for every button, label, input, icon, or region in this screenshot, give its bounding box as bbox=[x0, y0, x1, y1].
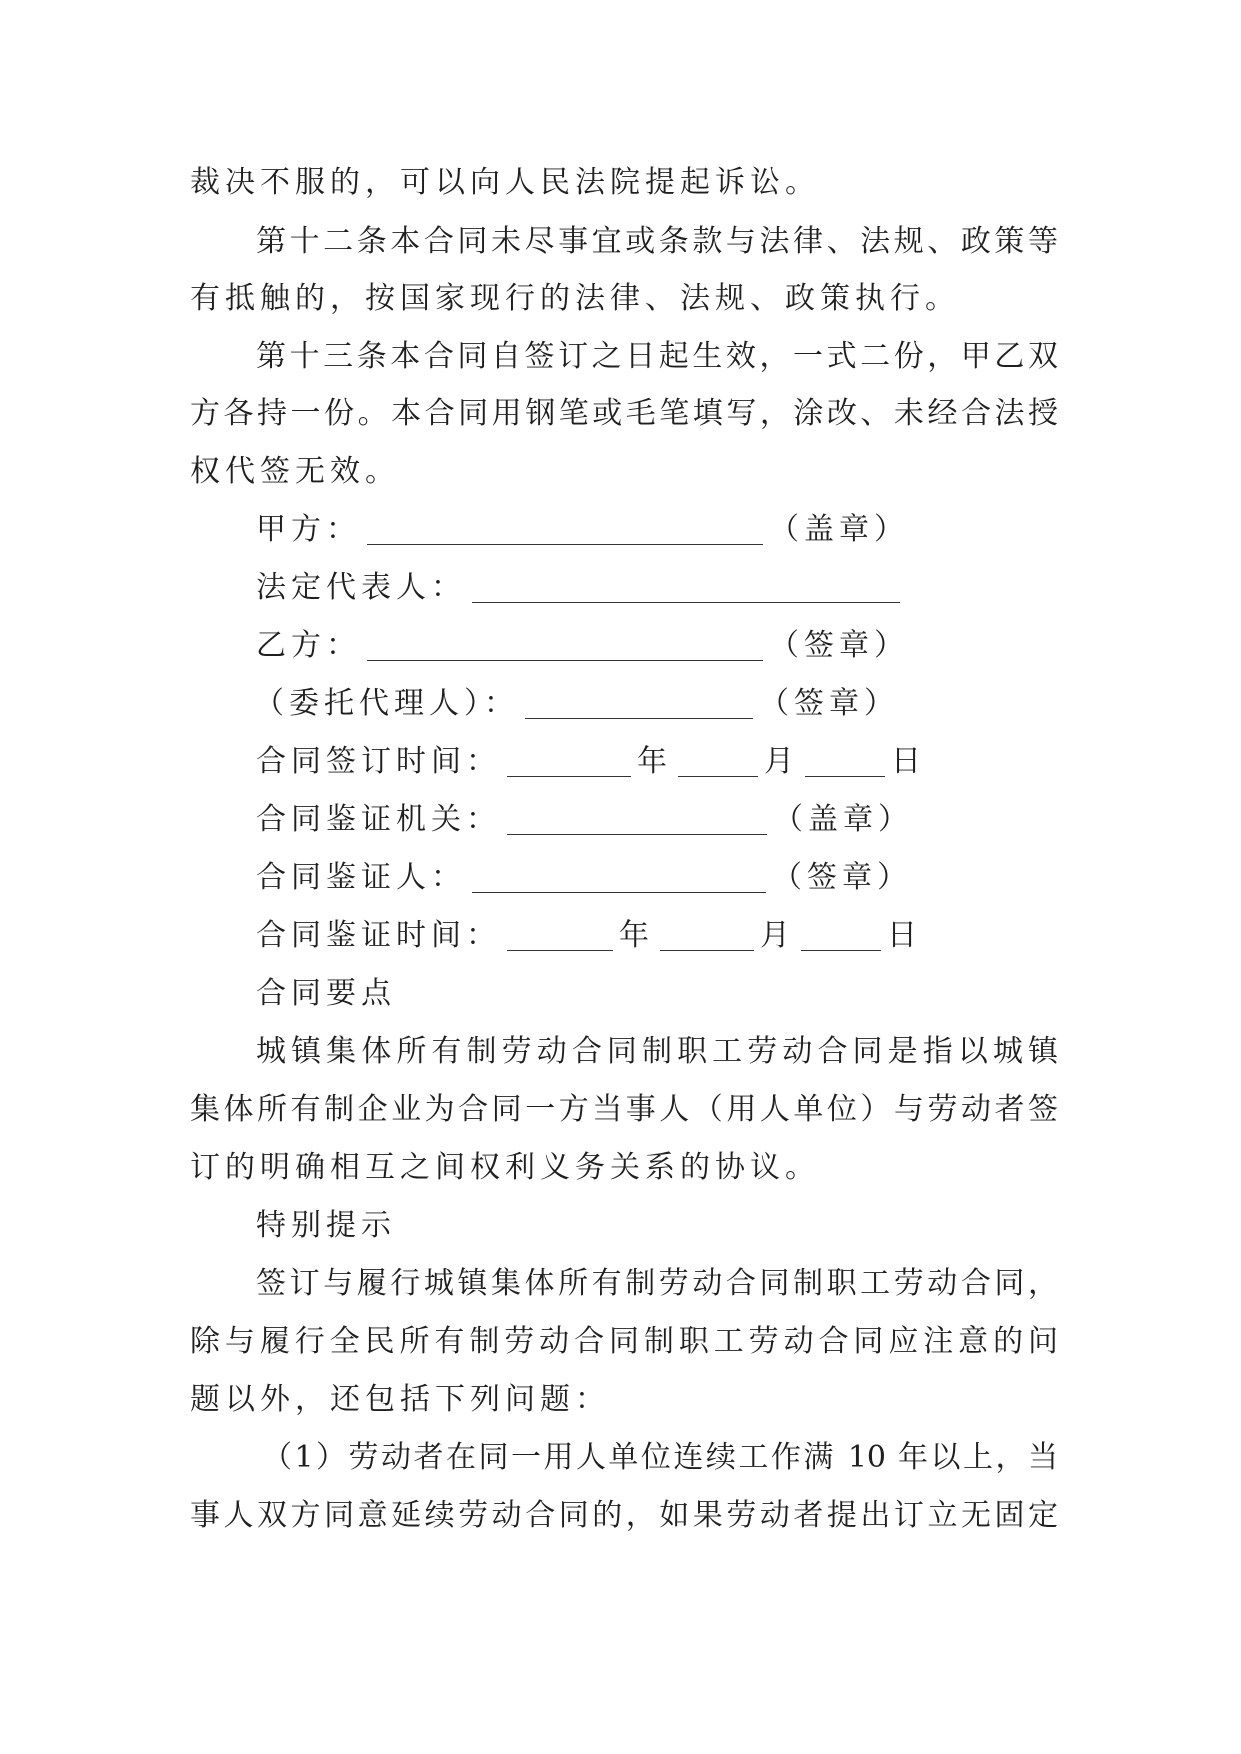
auth-org-label: 合同鉴证机关： bbox=[256, 802, 501, 837]
legal-rep-row bbox=[256, 568, 906, 608]
party-a-blank bbox=[367, 514, 763, 545]
year-blank bbox=[507, 746, 631, 777]
sign-label: （签章） bbox=[759, 686, 899, 721]
day-label: 日 bbox=[887, 918, 922, 953]
sign-label: （签章） bbox=[769, 628, 909, 663]
paragraph-line: 订的明确相互之间权利义务关系的协议。 bbox=[190, 1150, 820, 1185]
paragraph-line: 方各持一份。本合同用钢笔或毛笔填写，涂改、未经合法授 bbox=[190, 396, 1058, 431]
day-blank bbox=[801, 920, 881, 951]
paragraph-line: 城镇集体所有制劳动合同制职工劳动合同是指以城镇 bbox=[256, 1034, 1058, 1069]
month-label: 月 bbox=[760, 918, 795, 953]
paragraph-line: 题以外，还包括下列问题： bbox=[190, 1382, 610, 1417]
section-heading: 合同要点 bbox=[256, 976, 396, 1011]
auth-org-blank bbox=[507, 804, 767, 835]
auth-person-blank bbox=[472, 862, 766, 893]
legal-rep-label: 法定代表人： bbox=[256, 570, 466, 605]
sign-date-row bbox=[256, 742, 926, 782]
party-a-row bbox=[256, 510, 909, 550]
paragraph-line: （1）劳动者在同一用人单位连续工作满 10 年以上，当 bbox=[262, 1440, 1058, 1475]
paragraph-line: 第十二条本合同未尽事宜或条款与法律、法规、政策等 bbox=[256, 224, 1058, 259]
auth-date-row bbox=[256, 916, 922, 956]
day-blank bbox=[805, 746, 885, 777]
paragraph-line: 权代签无效。 bbox=[190, 454, 400, 489]
day-label: 日 bbox=[891, 744, 926, 779]
seal-label: （盖章） bbox=[773, 802, 913, 837]
month-label: 月 bbox=[764, 744, 799, 779]
paragraph-line: 裁决不服的，可以向人民法院提起诉讼。 bbox=[190, 165, 820, 200]
party-b-row bbox=[256, 626, 909, 666]
section-heading: 特别提示 bbox=[256, 1208, 396, 1243]
paragraph-line: 第十三条本合同自签订之日起生效，一式二份，甲乙双 bbox=[256, 339, 1058, 374]
legal-rep-blank bbox=[472, 572, 900, 603]
party-b-blank bbox=[367, 630, 763, 661]
year-label: 年 bbox=[637, 744, 672, 779]
party-b-label: 乙方： bbox=[256, 628, 361, 663]
sign-date-label: 合同签订时间： bbox=[256, 744, 501, 779]
auth-org-row bbox=[256, 800, 913, 840]
agent-blank bbox=[525, 688, 753, 719]
paragraph-line: 除与履行全民所有制劳动合同制职工劳动合同应注意的问 bbox=[190, 1324, 1058, 1359]
agent-row bbox=[254, 684, 899, 724]
party-a-label: 甲方： bbox=[256, 512, 361, 547]
paragraph-line: 签订与履行城镇集体所有制劳动合同制职工劳动合同， bbox=[256, 1266, 1058, 1301]
month-blank bbox=[678, 746, 758, 777]
paragraph-line: 事人双方同意延续劳动合同的，如果劳动者提出订立无固定 bbox=[190, 1498, 1058, 1533]
auth-person-label: 合同鉴证人： bbox=[256, 860, 466, 895]
month-blank bbox=[660, 920, 754, 951]
sign-label: （签章） bbox=[772, 860, 912, 895]
paragraph-line: 集体所有制企业为合同一方当事人（用人单位）与劳动者签 bbox=[190, 1092, 1058, 1127]
year-blank bbox=[507, 920, 613, 951]
year-label: 年 bbox=[619, 918, 654, 953]
agent-label: （委托代理人）： bbox=[254, 686, 519, 721]
auth-date-label: 合同鉴证时间： bbox=[256, 918, 501, 953]
paragraph-line: 有抵触的，按国家现行的法律、法规、政策执行。 bbox=[190, 281, 960, 316]
auth-person-row bbox=[256, 858, 912, 898]
seal-label: （盖章） bbox=[769, 512, 909, 547]
